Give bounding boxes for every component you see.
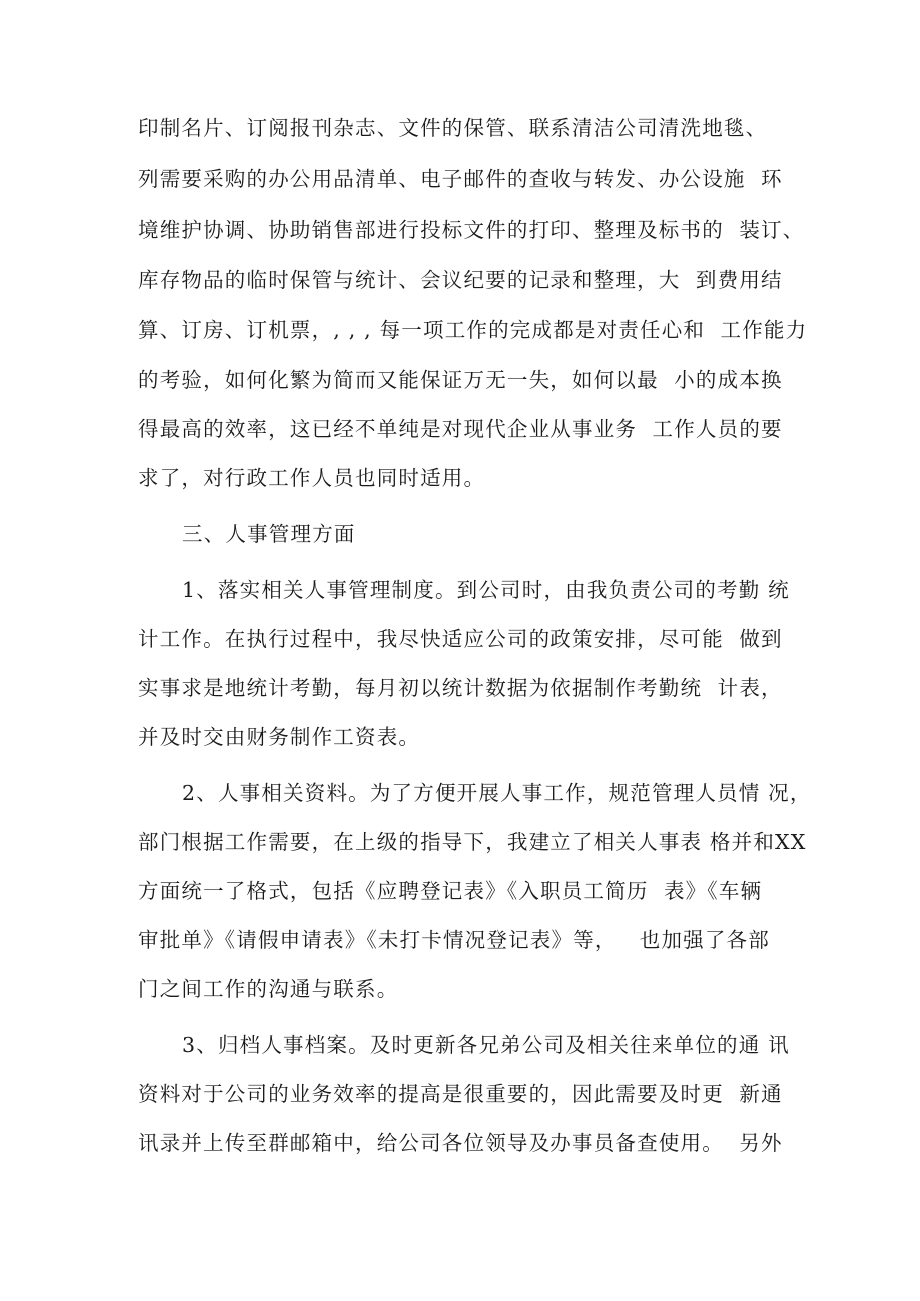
text-line: 门之间工作的沟通与联系。 [138,977,399,1001]
text-line: 得最高的效率，这已经不单纯是对现代企业从事业务 工作人员的要 [138,417,783,441]
text-line: 库存物品的临时保管与统计、会议纪要的记录和整理，大 到费用结 [138,268,783,292]
text-line: 印制名片、订阅报刊杂志、文件的保管、联系清洁公司清洗地毯、 [138,116,768,140]
text-line: 算、订房、订机票，, , , 每一项工作的完成都是对责任心和 工作能力 [138,318,808,342]
text-line: 列需要采购的办公用品清单、电子邮件的查收与转发、办公设施 环 [138,167,783,191]
paragraph-first-line: 1、落实相关人事管理制度。到公司时，由我负责公司的考勤 统 [182,578,790,602]
text-line: 境维护协调、协助销售部进行投标文件的打印、整理及标书的 装订、 [138,218,805,242]
text-line: 并及时交由财务制作工资表。 [138,725,421,749]
text-line: 的考验，如何化繁为简而又能保证万无一失，如何以最 小的成本换 [138,368,783,392]
text-line: 实事求是地统计考勤，每月初以统计数据为依据制作考勤统 计表， [138,676,783,700]
text-line: 部门根据工作需要，在上级的指导下，我建立了相关人事表 格并和XX [138,830,807,854]
paragraph-first-line: 2、人事相关资料。为了方便开展人事工作，规范管理人员情 况， [182,781,812,805]
text-line: 方面统一了格式，包括《应聘登记表》《入职员工简历 表》《车辆 [138,879,763,903]
text-line: 讯录并上传至群邮箱中，给公司各位领导及办事员备查使用。 另外 [138,1131,783,1155]
paragraph-first-line: 3、归档人事档案。及时更新各兄弟公司及相关往来单位的通 讯 [182,1033,790,1057]
text-line: 资料对于公司的业务效率的提高是很重要的，因此需要及时更 新通 [138,1082,783,1106]
text-line: 计工作。在执行过程中，我尽快适应公司的政策安排，尽可能 做到 [138,627,783,651]
section-heading: 三、人事管理方面 [182,522,356,546]
text-line: 求了，对行政工作人员也同时适用。 [138,466,486,490]
text-line: 审批单》《请假申请表》《未打卡情况登记表》等， 也加强了各部 [138,928,770,952]
